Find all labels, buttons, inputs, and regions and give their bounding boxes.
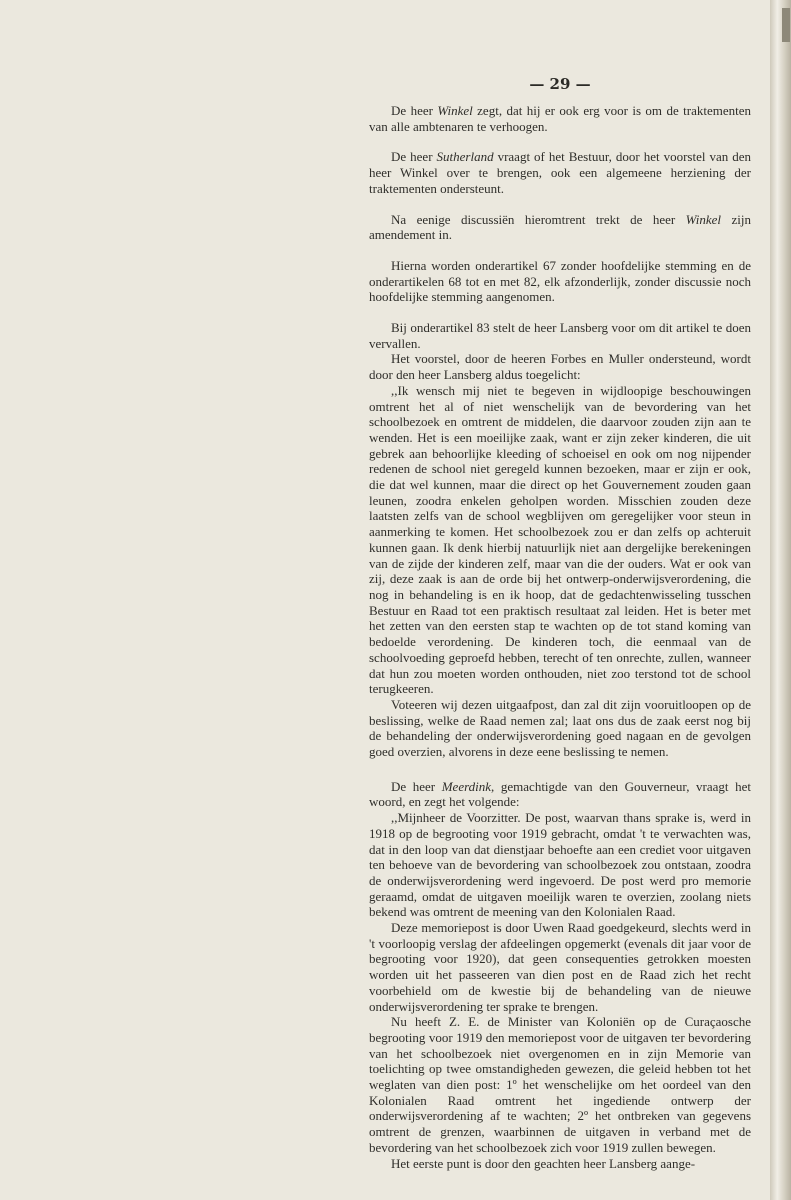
paragraph-minister: Nu heeft Z. E. de Minister van Koloniën op de Curaçaosche begrooting voor 1919 den memoriepost voor de uitgaven ter bevordering van het schoolbezoek niet overgenomen en in zijn Memorie van toelichting op twee omstandigheden gewezen, die geleid hebben tot het weglaten van dien post: 1º het wenschelijke om het oordeel van den Kolonialen Raad omtrent het ingediende ontwerp der onderwijsverordening af te wachten; 2º het ontbreken van gegevens omtrent de grenzen, waarbinnen de uitgaven in verband met de bevordering van het schoolbezoek zich voor 1919 zullen bewegen. — [369, 1014, 751, 1155]
paragraph-articles-adopted: Hierna worden onderartikel 67 zonder hoofdelijke stemming en de onderartikelen 68 tot en met 82, elk afzonderlijk, zonder discussie noch hoofdelijke stemming aangenomen. — [369, 257, 751, 305]
paragraph-lansberg-proposal: Bij onderartikel 83 stelt de heer Lansberg voor om dit artikel te doen vervallen. — [369, 320, 751, 351]
speaker-name: Meerdink — [441, 778, 492, 794]
paragraph-lansberg-conclusion: Voteeren wij dezen uitgaafpost, dan zal dit zijn vooruitloopen op de beslissing, welke de Raad nemen zal; laat ons dus de zaak eerst nog bij de behandeling der onderwijsverordening goed nagaan en de gevolgen goed overzien, alvorens in deze eene beslissing te nemen. — [369, 696, 751, 760]
paragraph-lansberg-speech: ,,Ik wensch mij niet te begeven in wijdloopige beschouwingen omtrent het al of niet wenschelijk van de bevordering van het schoolbezoek en omtrent de middelen, die daarvoor zouden zijn aan te wenden. Het is een moeilijke zaak, want er zijn zeker kinderen, die uit gebrek aan behoorlijke kleeding of schoeisel en ook om nog nijpender redenen de school niet geregeld kunnen bezoeken, maar er zijn er ook, die dat wel kunnen, maar die direct op het Gouvernement zouden gaan leunen, zoodra enkelen geholpen worden. Misschien zouden deze laatsten zelfs van de school wegblijven om geregelijker voor steun in aanmerking te komen. Het schoolbezoek zou er dan zelfs op achteruit kunnen gaan. Ik denk hierbij natuurlijk niet aan dergelijke berekeningen van de zijde der kinderen zelf, maar van die der ouders. Wat er ook van zij, deze zaak is aan de orde bij het ontwerp-onderwijsverordening, die nog in behandeling is en ik hoop, dat de gedachtenwisseling tusschen Bestuur en Raad tot een praktisch resultaat zal leiden. Het is beter met het zetten van den eersten stap te wachten op de tot stand koming van bedoelde verordening. De kinderen toch, die eenmaal van de schoolvoeding geproefd hebben, terecht of ten onrechte, zullen, wanneer dat hun zou moeten worden onthouden, niet zoo terstond tot de school terugkeeren. — [369, 382, 751, 697]
paragraph-proposal-supported: Het voorstel, door de heeren Forbes en Muller ondersteund, wordt door den heer Lansberg aldus toegelicht: — [369, 351, 751, 383]
paragraph-sutherland-question: De heer Sutherland vraagt of het Bestuur, door het voorstel van den heer Winkel over te brengen, ook een algemeene herziening der traktementen ondersteunt. — [369, 149, 751, 196]
body-text — [369, 103, 751, 1171]
paragraph-memoriepost: Deze memoriepost is door Uwen Raad goedgekeurd, slechts werd in 't voorloopig verslag der afdeelingen opgemerkt (evenals dit jaar voor de begrooting voor 1920), dat geen consequenties getrokken moesten worden uit het passeeren van dien post en de Raad zich het recht voorbehield om de kwestie bij de behandeling van de nieuwe onderwijsverordening ter sprake te brengen. — [369, 920, 751, 1014]
speaker-name: Winkel — [685, 211, 722, 227]
binding-mark — [782, 8, 790, 42]
book-binding-edge — [770, 0, 791, 1200]
speaker-name: Sutherland — [436, 149, 494, 165]
speaker-name: Winkel — [437, 103, 473, 118]
paragraph-winkel-statement: De heer Winkel zegt, dat hij er ook erg voor is om de traktementen van alle ambtenaren te verhoogen. — [369, 103, 751, 134]
paragraph-first-point: Het eerste punt is door den geachten heer Lansberg aange- — [391, 1155, 696, 1171]
paragraph-meerdink-intro: De heer Meerdink, gemachtigde van den Gouverneur, vraagt het woord, en zegt het volgende: — [369, 778, 751, 810]
paragraph-meerdink-speech: ,,Mijnheer de Voorzitter. De post, waarvan thans sprake is, werd in 1918 op de begrooting voor 1919 gebracht, omdat 't te verwachten was, dat in den loop van dat dienstjaar behoefte aan een crediet voor uitgaven ten behoeve van de bevordering van schoolbezoek zou ontstaan, zoodra de onderwijsverordening werd ingevoerd. De post werd pro memorie geraamd, omdat de uitgaven moeilijk waren te overzien, zoolang niets bekend was omtrent de meening van den Kolonialen Raad. — [369, 810, 751, 920]
paragraph-amendment-withdrawn: Na eenige discussiën hieromtrent trekt de heer Winkel zijn amendement in. — [369, 211, 751, 243]
page-number: — 29 — — [529, 75, 591, 93]
